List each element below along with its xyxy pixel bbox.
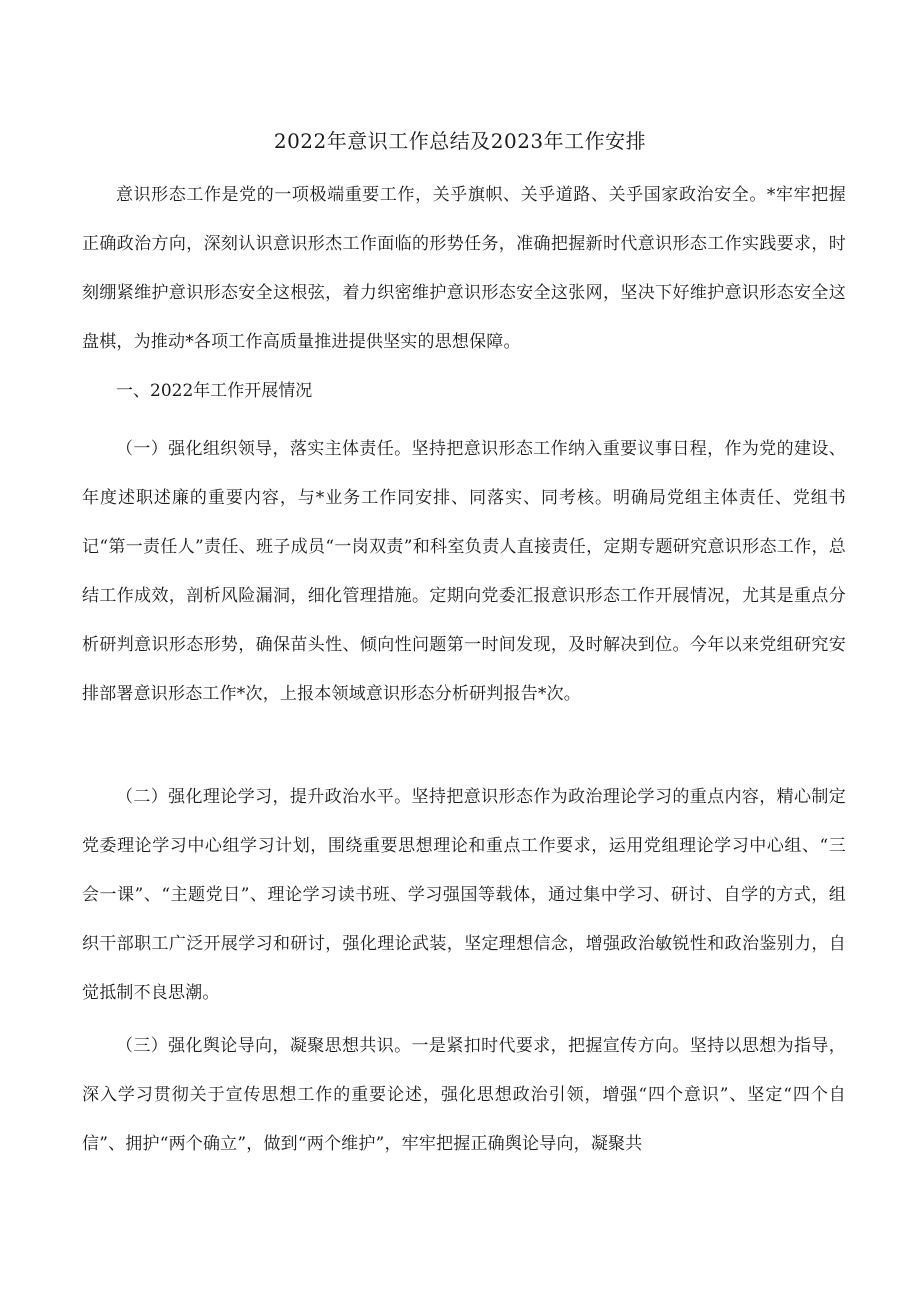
intro-paragraph: 意识形态工作是党的一项极端重要工作，关乎旗帜、关乎道路、关乎国家政治安全。*牢牢把握正确政治方向，深刻认识意识形杰工作面临的形势任务，准确把握新时代意识形态工作实践要求，时刻绷紧维护意识形态安全这根弦，着力织密维护意识形态安全这张网，坚决下好维护意识形态安全这盘棋，为推动*各项工作高质量推进提供坚实的思想保障。 [82, 185, 846, 352]
section-heading-one: 一、2022年工作开展情况 [116, 381, 313, 401]
paragraph-public-opinion: （三）强化舆论导向，凝聚思想共识。一是紧扣时代要求，把握宣传方向。坚持以思想为指导，深入学习贯彻关于宣传思想工作的重要论述，强化思想政治引领，增强“四个意识”、坚定“四个自信”、拥护“两个确立”，做到“两个维护”，牢牢把握正确舆论导向，凝聚共 [82, 1036, 846, 1154]
document-title: 2022年意识工作总结及2023年工作安排 [273, 129, 647, 153]
paragraph-organization-leadership: （一）强化组织领导，落实主体责任。坚持把意识形态工作纳入重要议事日程，作为党的建设、年度述职述廉的重要内容，与*业务工作同安排、同落实、同考核。明确局党组主体责任、党组书记“第一责任人”责任、班子成员“一岗双责”和科室负责人直接责任，定期专题研究意识形态工作，总结工作成效，剖析风险漏洞，细化管理措施。定期向党委汇报意识形态工作开展情况，尤其是重点分析研判意识形态形势，确保苗头性、倾向性问题第一时间发现，及时解决到位。今年以来党组研究安排部署意识形态工作*次，上报本领域意识形态分析研判报告*次。 [82, 439, 846, 704]
paragraph-theory-study: （二）强化理论学习，提升政治水平。坚持把意识形态作为政治理论学习的重点内容，精心制定党委理论学习中心组学习计划，围绕重要思想理论和重点工作要求，运用党组理论学习中心组、“三会一课”、“主题党日”、理论学习读书班、学习强国等载体，通过集中学习、研讨、自学的方式，组织干部职工广泛开展学习和研讨，强化理论武装，坚定理想信念，增强政治敏锐性和政治鉴别力，自觉抵制不良思潮。 [82, 787, 846, 1003]
